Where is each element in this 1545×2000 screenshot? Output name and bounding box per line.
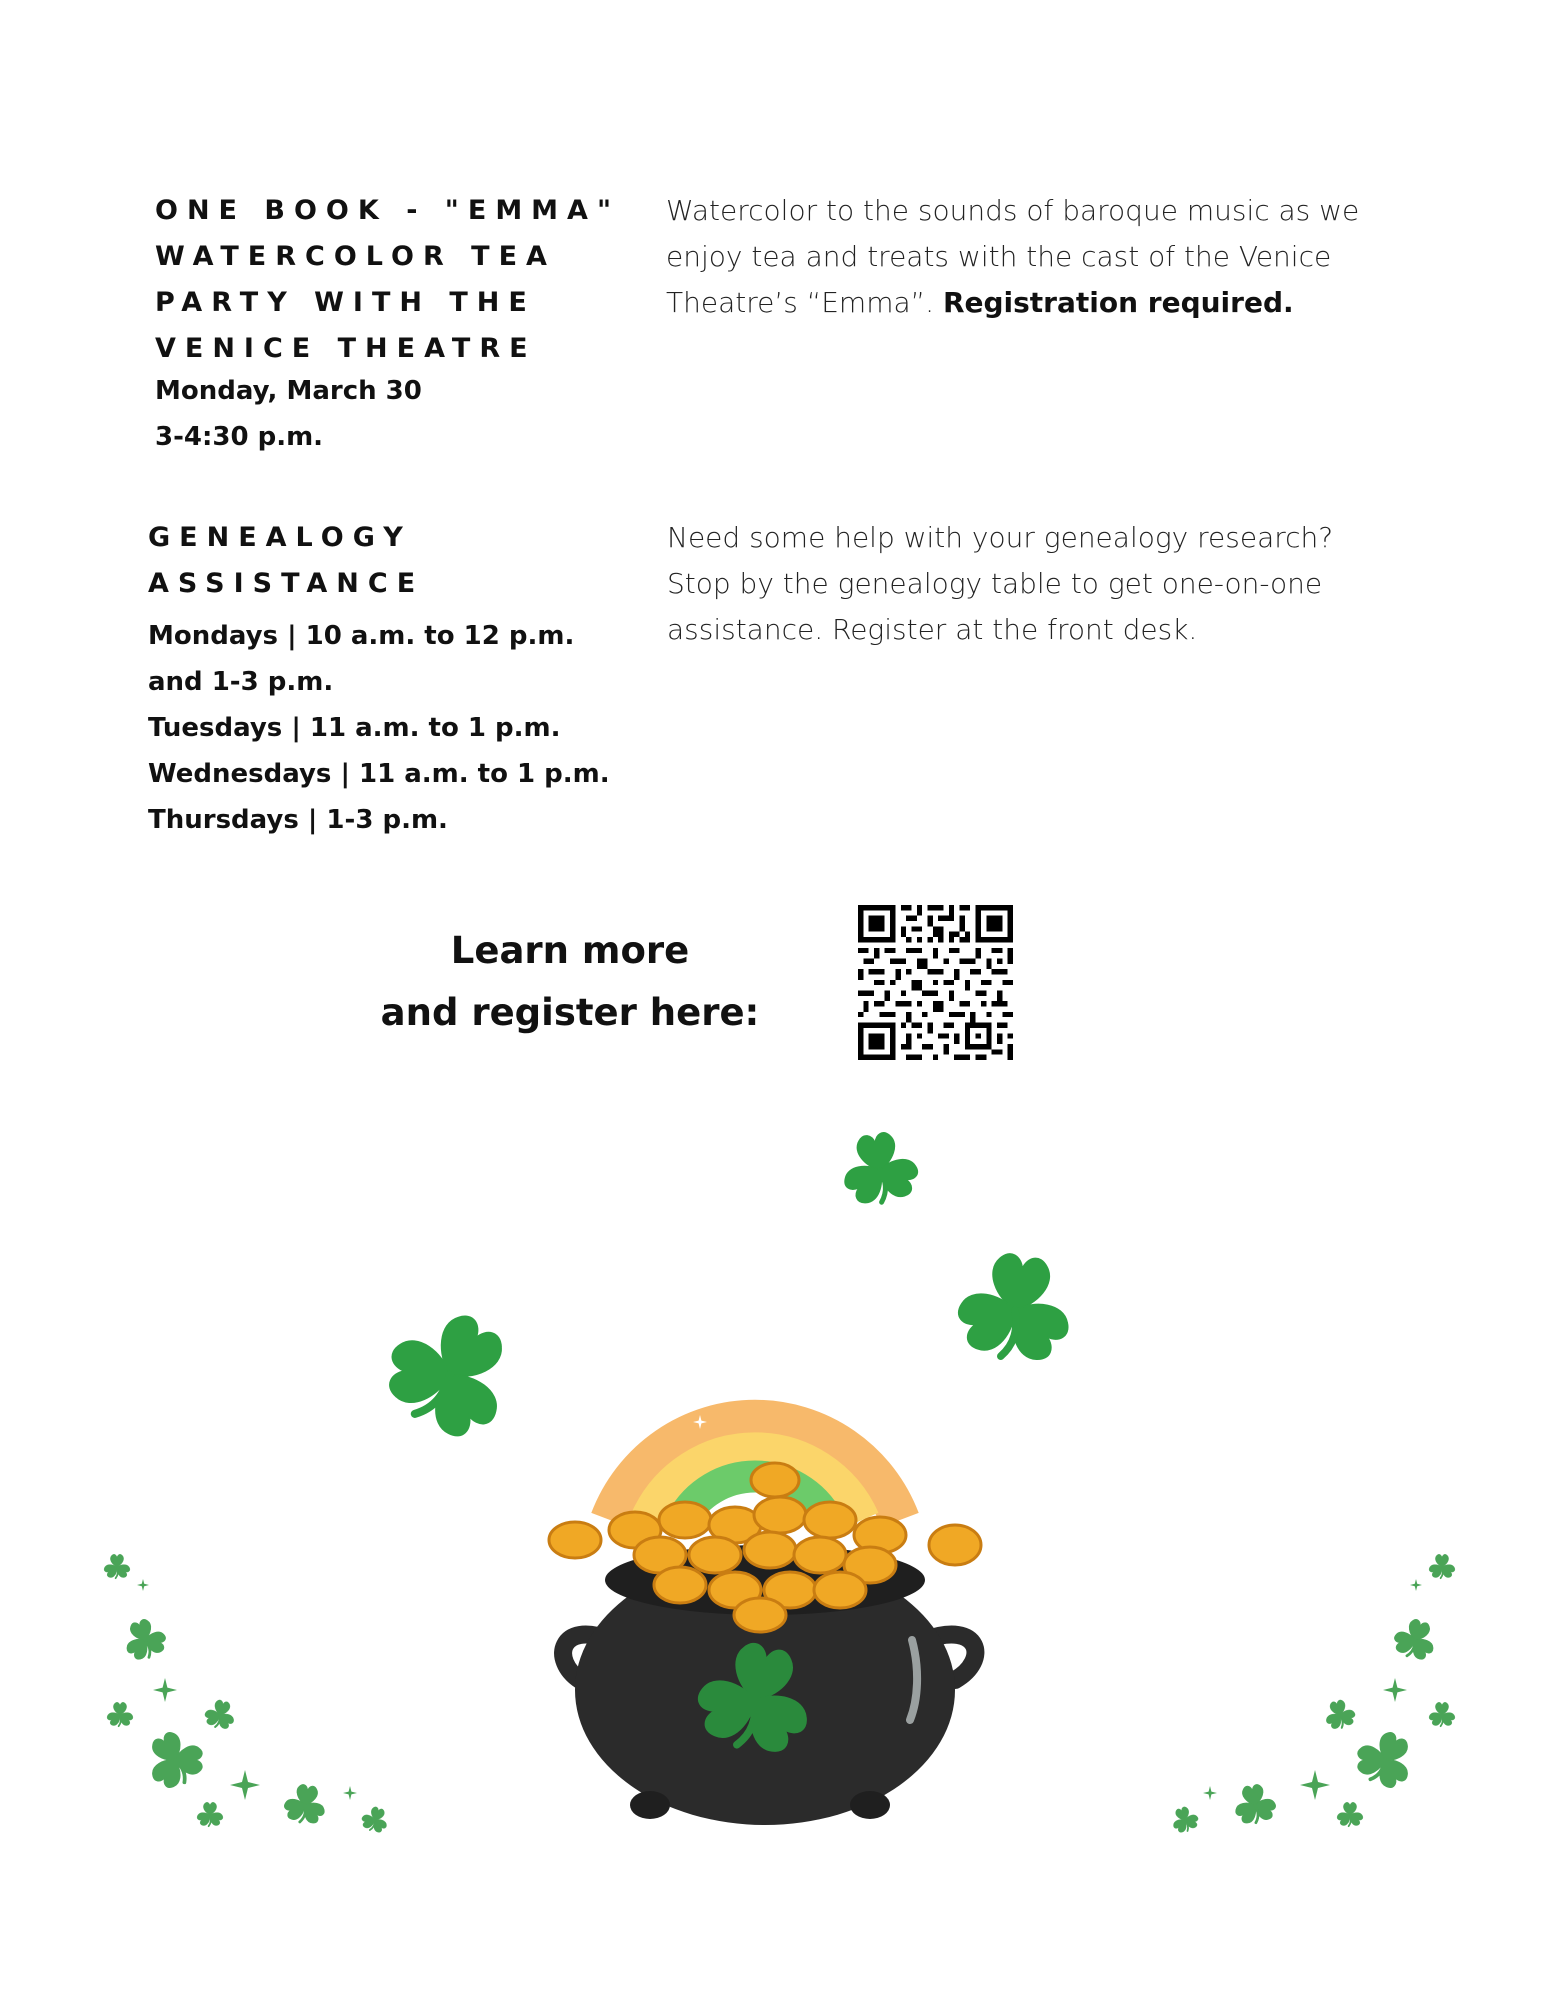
event-2-time-line: Tuesdays | 11 a.m. to 1 p.m. (148, 713, 561, 743)
event-1-title (155, 188, 620, 372)
event-2-title-line: GENEALOGY (148, 522, 412, 553)
learn-more-line-2: and register here: (380, 991, 760, 1034)
shamrock-icon (385, 1310, 515, 1440)
event-2-title-line: ASSISTANCE (148, 568, 425, 599)
pot-of-gold-icon (540, 1340, 990, 1840)
event-1-title-line: VENICE THEATRE (155, 333, 537, 364)
event-1-description-text: Watercolor to the sounds of baroque music as we enjoy tea and treats with the cast of the Venice Theatre’s “Emma”. (666, 194, 1360, 319)
event-2-title (148, 515, 424, 607)
shamrock-cluster-right (1160, 1545, 1470, 1845)
learn-more-text (360, 920, 780, 1044)
event-2-times (148, 613, 610, 843)
event-2-time-line: Thursdays | 1-3 p.m. (148, 805, 448, 835)
event-1-title-line: PARTY WITH THE (155, 287, 536, 318)
learn-more-line-1: Learn more (450, 929, 690, 972)
event-1-description (666, 188, 1386, 326)
event-1-date: Monday, March 30 (155, 376, 422, 406)
qr-code-icon[interactable] (858, 905, 1013, 1060)
event-1-registration-note: Registration required. (942, 286, 1294, 319)
event-1-time: 3-4:30 p.m. (155, 422, 324, 452)
event-1-title-line: ONE BOOK - "EMMA" (155, 195, 621, 226)
event-2-time-line: and 1-3 p.m. (148, 667, 334, 697)
shamrock-cluster-left (95, 1545, 405, 1845)
event-1-title-line: WATERCOLOR TEA (155, 241, 556, 272)
event-2-time-line: Wednesdays | 11 a.m. to 1 p.m. (148, 759, 610, 789)
event-2-description: Need some help with your genealogy research? Stop by the genealogy table to get one-on-one assistance. Register at the front desk. (667, 521, 1334, 646)
event-2-time-line: Mondays | 10 a.m. to 12 p.m. (148, 621, 575, 651)
shamrock-icon (840, 1130, 920, 1210)
event-1-times (155, 368, 422, 460)
